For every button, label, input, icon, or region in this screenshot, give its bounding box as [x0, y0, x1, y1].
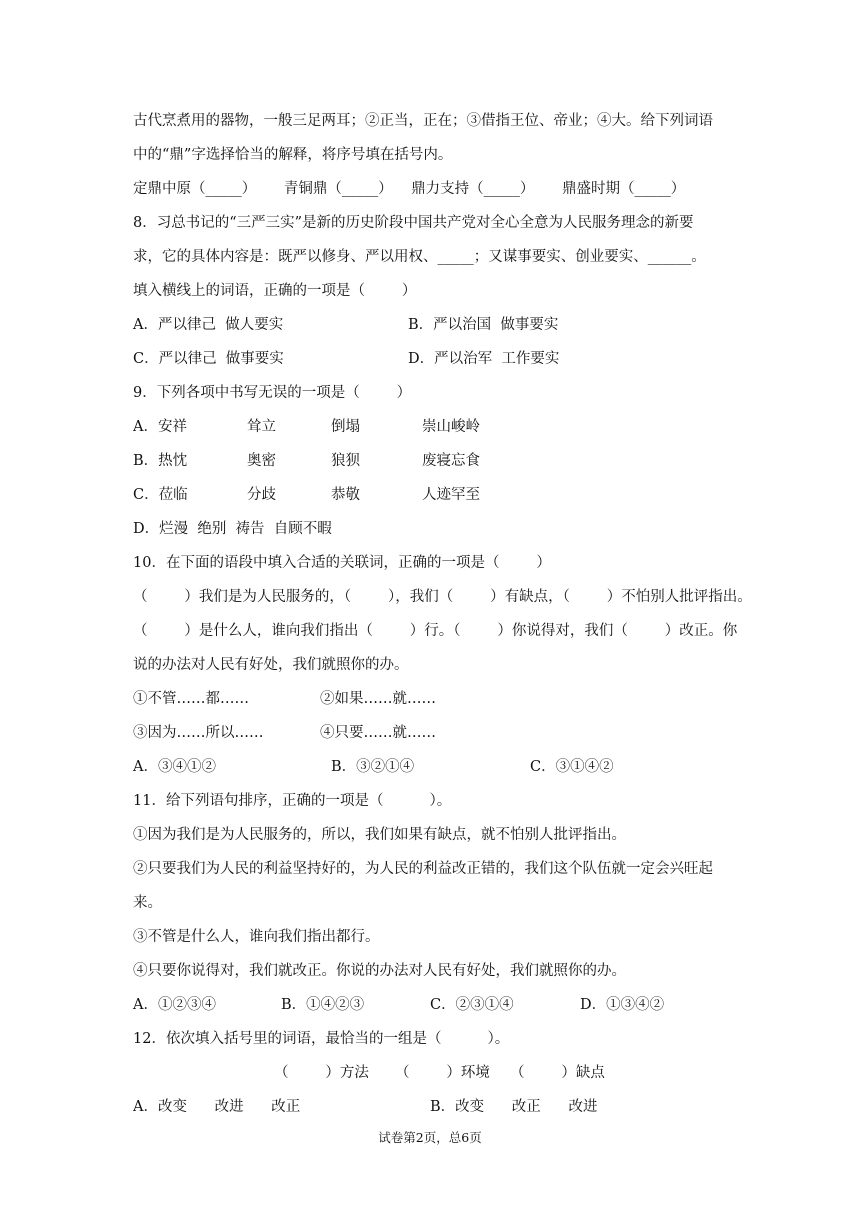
q10-option-b: B．③②①④	[331, 759, 415, 775]
q9-word: 分歧	[247, 487, 276, 503]
page-footer: 试卷第2页，总6页	[378, 1130, 482, 1145]
q11-item: 来。	[133, 895, 162, 911]
q9-option-b: B．热忱	[133, 453, 188, 469]
q10-option-a: A．③④①②	[133, 759, 216, 775]
q12-blank: （ ）环境	[395, 1065, 490, 1081]
q8-option-c: C．严以律己 做事要实	[133, 351, 284, 367]
question-8-stem: 求，它的具体内容是：既严以修身、严以用权、_____；又谋事要实、创业要实、______。	[133, 249, 706, 265]
q11-option-c: C．②③①④	[430, 997, 514, 1013]
q12-option-b: B．改变 改正 改进	[430, 1099, 598, 1115]
question-9-stem: 9．下列各项中书写无误的一项是（ ）	[133, 385, 412, 401]
q9-word: 奥密	[247, 453, 276, 469]
q12-blank: （ ）缺点	[510, 1065, 605, 1081]
question-11-stem: 11．给下列语句排序，正确的一项是（ ）。	[133, 793, 452, 809]
q9-word: 狼狈	[331, 453, 360, 469]
q9-word: 人迹罕至	[422, 487, 480, 503]
q9-word: 崇山峻岭	[422, 419, 480, 435]
q10-choice: ②如果……就……	[320, 691, 436, 707]
q9-word: 倒塌	[331, 419, 360, 435]
question-12-stem: 12．依次填入括号里的词语，最恰当的一组是（ ）。	[133, 1031, 510, 1047]
q11-option-a: A．①②③④	[133, 997, 216, 1013]
q8-option-b: B．严以治国 做事要实	[408, 317, 559, 333]
q9-option-c: C．莅临	[133, 487, 188, 503]
question-10-stem: 10．在下面的语段中填入合适的关联词，正确的一项是（ ）	[133, 555, 551, 571]
q9-option-d: D．烂漫 绝别 祷告 自顾不暇	[133, 521, 332, 537]
fill-blank-line: 定鼎中原（_____） 青铜鼎（_____） 鼎力支持（_____） 鼎盛时期（_____）	[133, 181, 686, 197]
q12-option-a: A．改变 改进 改正	[133, 1099, 301, 1115]
q8-option-d: D．严以治军 工作要实	[408, 351, 560, 367]
q9-word: 耸立	[247, 419, 276, 435]
q8-option-a: A．严以律己 做人要实	[133, 317, 284, 333]
question-8-stem: 8．习总书记的“三严三实”是新的历史阶段中国共产党对全心全意为人民服务理念的新要	[133, 215, 694, 231]
q10-choice: ④只要……就……	[320, 725, 436, 741]
q9-word: 恭敬	[331, 487, 360, 503]
text-line: 中的“鼎”字选择恰当的解释，将序号填在括号内。	[133, 147, 453, 163]
q11-item: ③不管是什么人，谁向我们指出都行。	[133, 929, 380, 945]
q10-passage-line: 说的办法对人民有好处，我们就照你的办。	[133, 657, 409, 673]
q10-option-c: C．③①④②	[530, 759, 614, 775]
text-line: 古代烹煮用的器物，一般三足两耳；②正当，正在；③借指王位、帝业；④大。给下列词语	[133, 113, 713, 129]
q9-word: 废寝忘食	[422, 453, 480, 469]
q10-passage-line: （ ）是什么人，谁向我们指出（ ）行。（ ）你说得对，我们（ ）改正。你	[133, 623, 738, 639]
q10-choice: ①不管……都……	[133, 691, 249, 707]
question-8-stem: 填入横线上的词语，正确的一项是（ ）	[133, 283, 417, 299]
q11-item: ②只要我们为人民的利益坚持好的，为人民的利益改正错的，我们这个队伍就一定会兴旺起	[133, 861, 713, 877]
q11-option-b: B．①④②③	[281, 997, 365, 1013]
q10-passage-line: （ ）我们是为人民服务的，（ ），我们（ ）有缺点，（ ）不怕别人批评指出。	[133, 589, 752, 605]
q11-item: ①因为我们是为人民服务的，所以，我们如果有缺点，就不怕别人批评指出。	[133, 827, 626, 843]
q11-item: ④只要你说得对，我们就改正。你说的办法对人民有好处，我们就照你的办。	[133, 963, 626, 979]
q9-option-a: A．安祥	[133, 419, 187, 435]
q10-choice: ③因为……所以……	[133, 725, 264, 741]
q12-blank: （ ）方法	[274, 1065, 369, 1081]
q11-option-d: D．①③④②	[580, 997, 665, 1013]
